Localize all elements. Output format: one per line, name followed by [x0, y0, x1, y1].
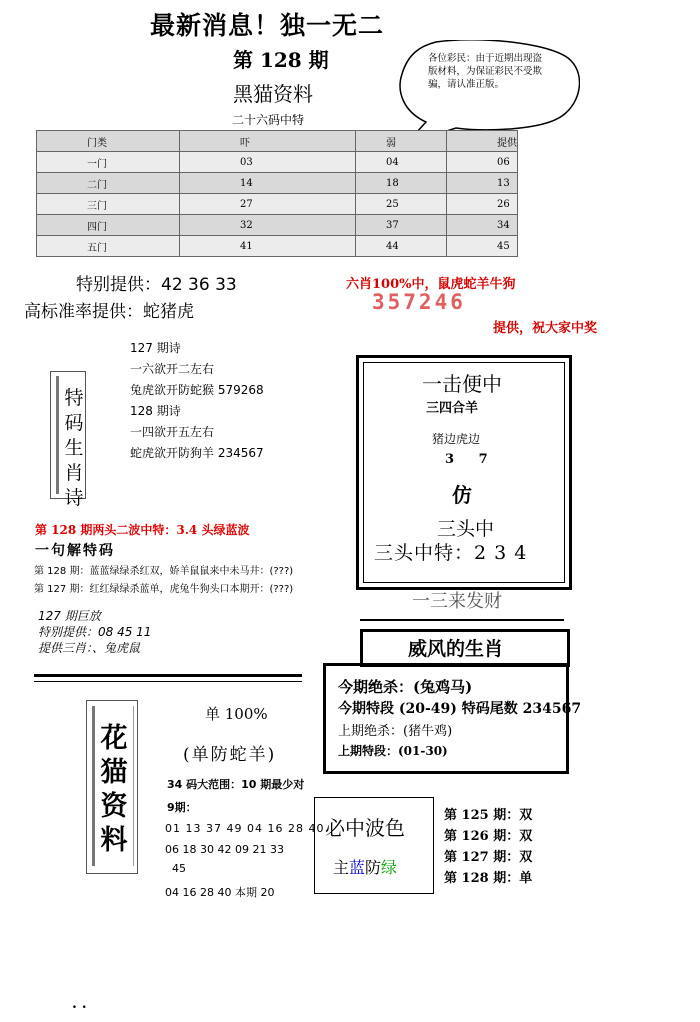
fortune-text: 一三来发财 — [412, 591, 502, 612]
number-line: 45 — [172, 862, 186, 875]
table-cell: 14 — [180, 173, 356, 194]
poem-block — [130, 338, 264, 464]
history-line: 第 127 期：红红绿绿杀蓝单，虎兔牛狗头口本期开：(???) — [34, 584, 294, 595]
table-cell: 五门 — [37, 236, 180, 257]
table-row — [37, 215, 518, 236]
vertical-title-text: 特码生肖诗 — [64, 387, 84, 509]
table-cell: 吓 — [180, 131, 356, 152]
number-line: 01 13 37 49 04 16 28 40 — [165, 822, 325, 835]
hand-line: 特别提供：08 45 11 — [38, 625, 152, 639]
poem-line: 一四欲开五左右 — [130, 425, 215, 439]
table-caption: 二十六码中特 — [232, 113, 305, 127]
wave-prediction-line: 第 128 期两头二波中特：3.4 头绿蓝波 — [35, 523, 250, 537]
table-cell: 提供 — [447, 131, 518, 152]
frame-line: 三四合羊 — [426, 401, 479, 416]
frame-line: 三头中 — [437, 518, 495, 540]
number-line: 06 18 30 42 09 21 33 — [165, 843, 284, 856]
table-header-row — [37, 131, 518, 152]
issue-number: 第 128 期 — [233, 48, 329, 72]
wave-green: 绿 — [381, 858, 398, 877]
special-provision: 特别提供：42 36 33 — [76, 275, 237, 295]
frame-line: 3 7 — [445, 452, 498, 467]
frame-line: 仿 — [452, 483, 472, 507]
wave-title: 必中波色 — [325, 816, 405, 840]
table-cell: 41 — [180, 236, 356, 257]
kill-line: 今期绝杀：(兔鸡马) — [338, 678, 473, 696]
bubble-text: 各位彩民：由于近期出现盗版材料，为保证彩民不受欺骗，请认准正版。 — [428, 53, 543, 90]
kill-line: 今期特段 (20-49) 特码尾数 234567 — [338, 701, 582, 717]
table-cell: 32 — [180, 215, 356, 236]
table-cell: 三门 — [37, 194, 180, 215]
table-cell: 45 — [447, 236, 518, 257]
result-line: 第 127 期：双 — [444, 850, 533, 865]
table-row — [37, 152, 518, 173]
table-cell: 44 — [356, 236, 447, 257]
table-cell: 06 — [447, 152, 518, 173]
footer-dots: . . — [72, 996, 87, 1012]
wave-colors — [333, 855, 397, 878]
table-cell: 18 — [356, 173, 447, 194]
result-line: 第 128 期：单 — [444, 871, 533, 886]
table-cell: 04 — [356, 152, 447, 173]
number-line: 04 16 28 40 本期 20 — [165, 886, 275, 899]
six-zodiac-line: 六肖100%中，鼠虎蛇羊牛狗 — [346, 277, 516, 292]
kill-line: 上期特段：(01-30) — [338, 744, 448, 758]
table-cell: 26 — [447, 194, 518, 215]
number-table — [36, 130, 518, 257]
single-line: 单 100% — [205, 705, 268, 723]
table-cell: 一门 — [37, 152, 180, 173]
wave-prefix: 主 — [333, 858, 350, 877]
period-line: 9期： — [167, 801, 197, 814]
frame-line: 三头中特：2 3 4 — [374, 542, 528, 564]
poem-line: 一六欲开二左右 — [130, 362, 215, 376]
one-line-heading: 一句解特码 — [35, 543, 115, 559]
frame-line: 猪边虎边 — [432, 432, 481, 446]
table-row — [37, 173, 518, 194]
handwritten-block — [38, 608, 318, 656]
frame-line: 一击便中 — [422, 372, 502, 396]
table-cell: 13 — [447, 173, 518, 194]
page-subtitle: 黑猫资料 — [233, 82, 313, 106]
guard-line: (单防蛇羊) — [183, 745, 277, 765]
wave-blue: 蓝 — [349, 858, 366, 877]
table-cell: 弱 — [356, 131, 447, 152]
results-list — [444, 805, 532, 889]
six-zodiac-numbers: 357246 — [372, 290, 466, 314]
wave-mid: 防 — [365, 858, 382, 877]
result-line: 第 126 期：双 — [444, 829, 533, 844]
result-line: 第 125 期：双 — [444, 808, 533, 823]
poem-line: 128 期诗 — [130, 404, 181, 418]
rate-provision: 高标准率提供：蛇猪虎 — [24, 302, 194, 322]
table-cell: 二门 — [37, 173, 180, 194]
table-cell: 25 — [356, 194, 447, 215]
table-cell: 27 — [180, 194, 356, 215]
poem-line: 127 期诗 — [130, 341, 181, 355]
table-cell: 门类 — [37, 131, 180, 152]
poem-line: 兔虎欲开防蛇猴 579268 — [130, 383, 264, 397]
table-cell: 03 — [180, 152, 356, 173]
good-luck-line: 提供，祝大家中奖 — [493, 321, 598, 336]
table-cell: 34 — [447, 215, 518, 236]
divider — [34, 674, 302, 682]
table-cell: 四门 — [37, 215, 180, 236]
table-row — [37, 236, 518, 257]
hand-line: 提供三肖：、兔虎鼠 — [38, 641, 141, 655]
history-line: 第 128 期：蓝蓝绿绿杀红双，娇羊鼠鼠来中未马井：(???) — [34, 566, 294, 577]
kill-line: 上期绝杀：(猪牛鸡) — [338, 724, 453, 739]
table-row — [37, 194, 518, 215]
zodiac-text: 威风的生肖 — [408, 638, 504, 660]
poem-line: 蛇虎欲开防狗羊 234567 — [130, 446, 264, 460]
range-line: 34 码大范围：10 期最少对 — [167, 778, 305, 791]
table-cell: 37 — [356, 215, 447, 236]
hand-line: 127 期巨放 — [38, 609, 101, 623]
vertical-title-text-2: 花猫资料 — [100, 723, 128, 856]
page-title: 最新消息！独一无二 — [150, 11, 385, 40]
